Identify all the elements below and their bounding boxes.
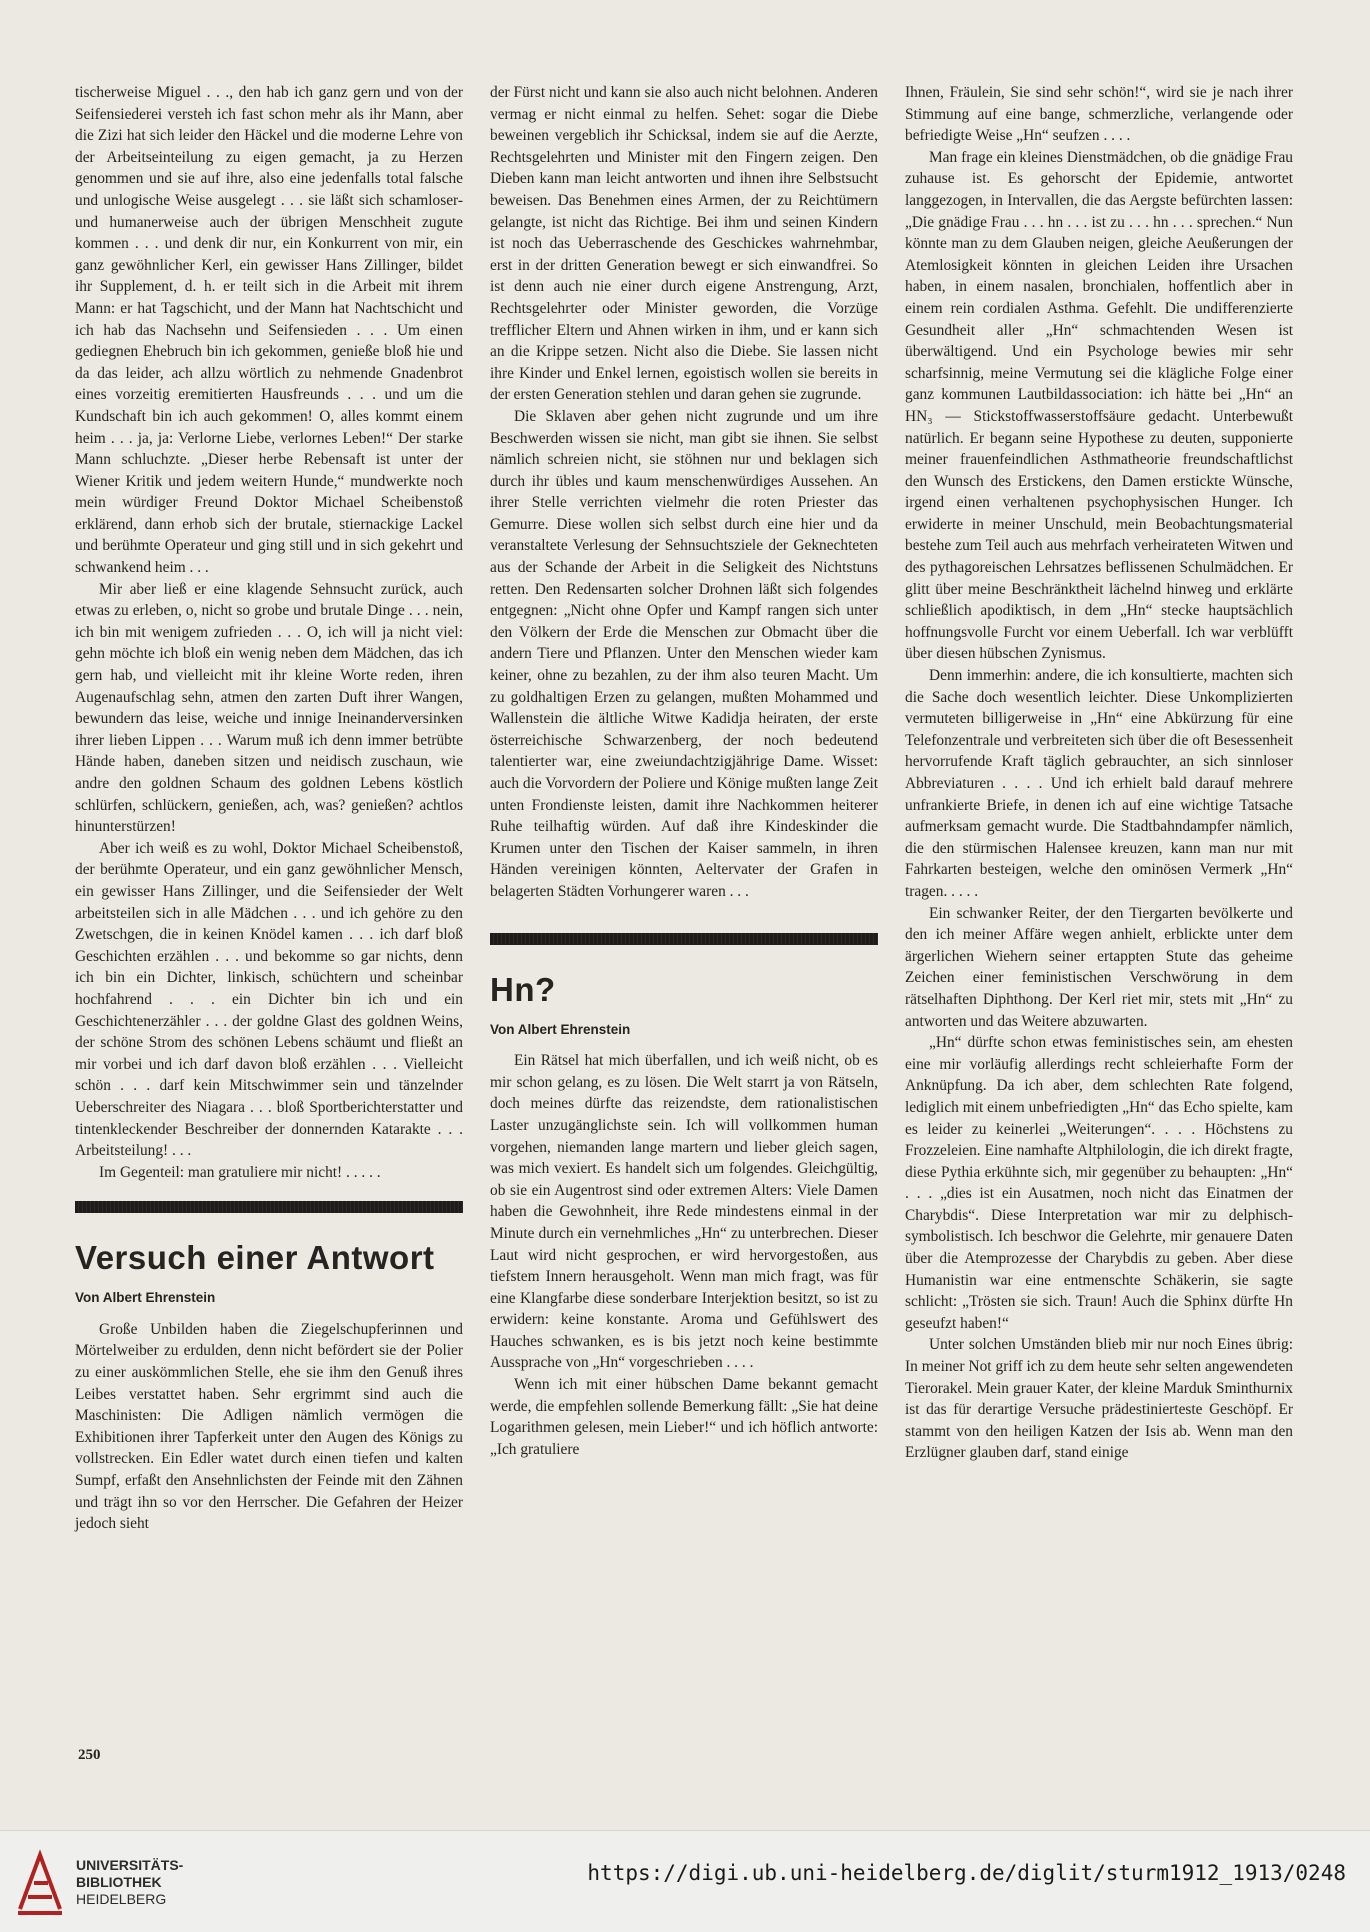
university-library-logo-icon[interactable] [14, 1847, 66, 1917]
paragraph: Unter solchen Umständen blieb mir nur noch Eines übrig: In meiner Not griff ich zu dem heute sehr selten angewendeten Tierorakel. Mein grauer Kater, der kleine Marduk Sminthurnix ist das für derartige Versuche prädestinierteste Geschöpf. Er stammt von den heiligen Katzen der Isis ab. Wenn man den Erzlügner glauben darf, stand einige [905, 1336, 1293, 1462]
article-headline: Hn? [490, 970, 556, 1008]
column-left [75, 82, 463, 1535]
page-number: 250 [78, 1747, 101, 1763]
paragraph: Man frage ein kleines Dienstmädchen, ob die gnädige Frau zuhause ist. Es gehorscht der Epidemie, antwortet langgezogen, in Intervallen, die das Aergste befürchten lassen: „Die gnädige Frau . . . hn . . . ist zu . . . hn . . . sprechen.“ Nun könnte man zu dem Glauben neigen, gleiche Aeußerungen der Atemlosigkeit könnten in gleichen Leiden ihre Ursachen haben, in einem nasalen, bronchialen, hoffentlich aber in einem rein cordialen Asthma. Gefehlt. Die undifferenzierte Gesundheit aller „Hn“ schmachtenden Wesen ist überwältigend. Und ein Psychologe bewies mir sehr scharfsinnig, meine Vermutung sei die klägliche Folge einer ganz kommunen Lautbildassociation: ich hätte bei „Hn“ an HN₃ — Stickstoffwasserstoffsäure gedacht. Unterbewußt natürlich. Er begann seine Hypothese zu deuten, supponierte meiner frauenfeindlichen Asthmatheorie freundschaftlichst den Wunsch des Erstickens, den Damen erstickte Wünsche, irgend einen verhaltenen psychophysischen Hunger. Ich erwiderte in meiner Unschuld, mein Beobachtungsmaterial bestehe zum Teil auch aus mehrfach verheirateten Witwen und des pythagoreischen Lehrsatzes beflissenen Schulmädchen. Er glitt über meine Beschränktheit lächelnd hinweg und erklärte schließlich apodiktisch, in dem „Hn“ stecke hauptsächlich hoffnungsvolle Furcht vor einem Ueberfall. Ich war verblüfft über diesen hübschen Zynismus. [905, 148, 1293, 663]
paragraph: Wenn ich mit einer hübschen Dame bekannt gemacht werde, die empfehlen sollende Bemerkung fällt: „Sie hat deine Logarithmen gelesen, mein Lieber!“ und ich höflich antworte: „Ich gratuliere [490, 1376, 878, 1458]
paragraph: Ihnen, Fräulein, Sie sind sehr schön!“, wird sie je nach ihrer Stimmung auf eine bange, schmerzliche, verlangende oder befriedigte Weise „Hn“ seufzen . . . . [905, 84, 1293, 145]
paragraph: Die Sklaven aber gehen nicht zugrunde und um ihre Beschwerden wissen sie nicht, man gibt sie ihnen. Sie selbst nämlich schreien nicht, sie stöhnen nur und beklagen sich durch ihr übles und kaum menschenwürdiges Aussehen. An ihrer Stelle verrichten vielmehr die roten Priester das Gemurre. Diese wollen sich selbst durch eine hier und da veranstaltete Verlesung der Sehnsuchtsziele der Geknechteten aus der Schande der Arbeit in die Seligkeit des Nichtstuns retten. Den Redensarten solcher Drohnen läßt sich folgendes entgegnen: „Nicht ohne Opfer und Kampf rangen sich unter den Völkern der Erde die Menschen zur Obmacht über die andern Tiere und Pflanzen. Unter den Menschen wieder kam keiner, ohne zu bezahlen, zu der ihm also teuren Macht. Um zu goldhaltigen Erzen zu gelangen, mußten Mohammed und Wallenstein die ältliche Witwe Kadidja heiraten, der erste österreichische Schwarzenberg, der noch bedeutend talentierter war, eine zweiundachtzigjährige Dame. Wisset: auch die Vorvordern der Poliere und Könige mußten lange Zeit unten Frondienste leisten, damit ihre Nachkommen heiterer Ruhe teilhaftig würden. Auf daß ihre Kindeskinder die Krumen unter den Tischen der Kaiser sammeln, in ihren Händen vereinigen könnten, Aeltervater der Grafen in belagerten Städten Vorhungerer waren . . . [490, 407, 878, 900]
paragraph: Mir aber ließ er eine klagende Sehnsucht zurück, auch etwas zu erleben, o, nicht so grobe und brutale Dinge . . . nein, ich bin mit wenigem zufrieden . . . O, ich will ja nicht viel: gehn möchte ich bloß ein wenig neben dem Mädchen, das ich gern hab, und vielleicht mit ihr kleine Worte reden, ihren Augenaufschlag sehn, atmen den zarten Duft ihrer Wangen, bewundern das leise, weiche und innige Ineinanderversinken ihrer lieben Lippen . . . Warum muß ich denn immer betrübte Hände haben, daneben sitzen und neidisch zuschaun, wie andre den goldnen Schaum des goldnen Lebens köstlich schlürfen, schlückern, genießen, ach, was? genießen? achtlos hinunterstürzen! [75, 580, 463, 836]
section-rule [75, 1201, 463, 1213]
library-name-line: UNIVERSITÄTS- [76, 1857, 184, 1873]
article-byline: Von Albert Ehrenstein [75, 1290, 216, 1306]
library-name[interactable] [76, 1857, 183, 1908]
library-name-line: HEIDELBERG [76, 1891, 167, 1907]
paragraph: „Hn“ dürfte schon etwas feministisches sein, am ehesten eine mir vorläufig allerdings recht schleierhafte Form der Anknüpfung. Da ich aber, dem schlechten Rate folgend, lediglich mit einem unbefriedigten „Hn“ das Echo spielte, kam es leider zu keinerlei „Weiterungen“. . . . Höchstens zu Frozzeleien. Eine namhafte Altphilologin, die ich direkt fragte, diese Pythia erkühnte sich, mir gegenüber zu behaupten: „Hn“ . . . „dies ist ein Ausatmen, noch nicht das Einatmen der Charybdis“. Diese Interpretation war mir zu delphisch-symbolistisch. Ich beschwor die Gelehrte, mir genauere Daten über die Atemprozesse der Charybdis zu geben. Aber diese Humanistin war eine entmenschte Schäkerin, sie sagte schlicht: „Trösten sie sich. Traun! Auch die Sphinx dürfte Hn geseufzt haben!“ [905, 1034, 1293, 1332]
permalink-url[interactable]: https://digi.ub.uni-heidelberg.de/diglit/sturm1912_1913/0248 [587, 1861, 1346, 1885]
paragraph: Ein schwanker Reiter, der den Tiergarten bevölkerte und den ich meiner Affäre wegen anhielt, erblickte unter dem ärgerlichen Wiehern seiner ertappten Stute das geheime Zeichen einer feministischen Verschwörung in dem rätselhaften Diphthong. Der Kerl riet mir, stets mit „Hn“ zu antworten und das Weitere abzuwarten. [905, 904, 1293, 1030]
paragraph: Große Unbilden haben die Ziegelschupferinnen und Mörtelweiber zu erdulden, denn nicht befördert sie der Polier zu einer auskömmlichen Stelle, ehe sie ihm den Genuß ihres Leibes verstattet haben. Sehr ergrimmt sind auch die Maschinisten: Die Adligen nämlich vermögen die Exhibitionen ihrer Tapferkeit unter den Augen des Königs zu vollstrecken. Ein Edler watet durch einen tiefen und kalten Sumpf, erfaßt den Ansehnlichsten der Feinde mit den Zähnen und trägt ihn so vor den Herrscher. Die Gefahren der Heizer jedoch sieht [75, 1320, 463, 1533]
library-footer [0, 1830, 1370, 1932]
paragraph: Aber ich weiß es zu wohl, Doktor Michael Scheibenstoß, der berühmte Operateur, und ein ganz gewöhnlicher Mensch, ein gewisser Hans Zillinger, und die Seifensieder der Welt arbeitsteilen sich in alle Mädchen . . . und ich gehöre zu den Zwetschgen, die in keinen Knödel kamen . . . ich darf bloß Geschichten erzählen . . . und bekomme so gar nichts, denn ich bin ein Dichter, linkisch, schüchtern und scheinbar hochfahrend . . . ein Dichter bin ich und ein Geschichtenerzähler . . . der goldne Glast des goldnen Weins, der schöne Strom des schönen Lebens schäumt und fließt an mir vorbei und ich darf davon bloß erzählen . . . Vielleicht schön . . . darf kein Mitschwimmer sein und tänzelnder Ueberschreiter des Niagara . . . bloß Sportberichterstatter und tintenkleckender Beschreiber der donnernden Katarakte . . . Arbeitsteilung! . . . [75, 839, 463, 1160]
paragraph: Ein Rätsel hat mich überfallen, und ich weiß nicht, ob es mir schon gelang, es zu lösen. Die Welt starrt ja von Rätseln, doch meines dürfte das reizendste, dem rationalistischen Laster unzugänglichste sein. Ich will vollkommen human vorgehen, niemanden lange martern und lieber gleich sagen, was mich vexiert. Es handelt sich um folgendes. Gleichgültig, ob sie ein Augentrost sind oder extremen Alters: Viele Damen haben die Gewohnheit, ihre Rede mindestens einmal in der Minute durch ein vernehmliches „Hn“ zu unterbrechen. Dieser Laut wird nicht gesprochen, er wird hervorgestoßen, aus tiefstem Innern herausgeholt. Wenn man mich fragt, was für eine Klangfarbe diese sonderbare Interjektion besitzt, so ist zu erwidern: keine konstante. Aroma und Gefühlswert des Hauches schwanken, es is bis jetzt noch keine bestimmte Aussprache von „Hn“ vorgeschrieben . . . . [490, 1052, 878, 1372]
column-right [905, 82, 1293, 1464]
article-byline: Von Albert Ehrenstein [490, 1021, 631, 1037]
section-rule [490, 933, 878, 945]
paragraph: der Fürst nicht und kann sie also auch nicht belohnen. Anderen vermag er nicht einmal zu helfen. Sehet: sogar die Diebe beweinen vergeblich ihr Schicksal, indem sie auf die Aerzte, Rechtsgelehrten und Minister mit den Fingern zeigen. Den Dieben kann man leicht antworten und ihnen ihre Selbstsucht beweisen. Das Benehmen eines Armen, der zu Reichtümern gelangte, ist nicht das Richtige. Bei ihm und seinen Kindern ist noch das Ueberraschende des Geschickes wahrnehmbar, erst in der dritten Generation bewegt er sich einwandfrei. So ist denn auch nie einer durch eigene Anstrengung, Arzt, Rechtsgelehrter oder Minister geworden, die Vorzüge trefflicher Eltern und Ahnen wirken in ihm, und er kann sich an die Krippe setzen. Nicht also die Diebe. Sie lassen nicht ihre Kinder und Enkel lernen, egoistisch wollen sie bereits in der ersten Generation stehlen und daran gehen sie zugrunde. [490, 84, 878, 404]
column-middle [490, 82, 878, 1460]
paragraph: Denn immerhin: andere, die ich konsultierte, machten sich die Sache doch wesentlich leichter. Diese Unkomplizierten vermuteten billigerweise in „Hn“ eine Abkürzung für eine Telefonzentrale und verbreiteten sich über die oft Besessenheit hervorrufende Kraft täglich gebrauchter, an sich sinnloser Abbreviaturen . . . . Und ich erhielt bald darauf mehrere unfrankierte Briefe, in denen ich auf eine wichtige Tatsache aufmerksam gemacht wurde. Die Stadtbahndampfer nämlich, die den stürmischen Halensee kreuzen, kann man nur mit Fahrkarten besteigen, welche den ominösen Vermerk „Hn“ tragen. . . . . [905, 667, 1293, 900]
article-headline: Versuch einer Antwort [75, 1239, 435, 1277]
paragraph: Im Gegenteil: man gratuliere mir nicht! . . . . . [99, 1163, 381, 1181]
library-name-line: BIBLIOTHEK [76, 1874, 162, 1890]
paragraph: tischerweise Miguel . . ., den hab ich ganz gern und von der Seifensiederei versteh ich fast schon mehr als ihr Mann, aber die Zizi hat sich leider den Häckel und die moderne Lehre von der Arbeitseinteilung zu eigen gemacht, ja zu Herzen genommen und sie auf ihre, also eine jedenfalls total falsche und unlogische Weise ausgelegt . . . sie läßt sich schamloser- und humanerweise auch der übrigen Menschheit zugute kommen . . . und denk dir nur, ein Konkurrent von mir, ein ganz gewöhnlicher Kerl, ein gewisser Hans Zillinger, bildet ihr Supplement, d. h. er teilt sich in die Arbeit mit ihrem Mann: er hat Tagschicht, und der Mann hat Nachtschicht und ich hab das Nachsehn und Seifensieden . . . Um einen gediegnen Ehebruch bin ich gekommen, genieße bloß hie und da das leider, ach allzu wörtlich zu nehmende Gnadenbrot eines vorzeitig eremitierten Hausfreunds . . . und um die Kundschaft bin ich auch gekommen! O, alles kommt einem heim . . . ja, ja: Verlorne Liebe, verlornes Leben!“ Der starke Mann schluchzte. „Dieser herbe Rebensaft ist unter der Wiener Kritik und jedem weitern Hunde,“ mundwerkte noch mein würdiger Freund Doktor Michael Scheibenstoß erklärend, dann erhob sich der brutale, stiernackige Lackel und berühmte Operateur und ging still und in sich gekehrt und schwankend heim . . . [75, 84, 463, 577]
